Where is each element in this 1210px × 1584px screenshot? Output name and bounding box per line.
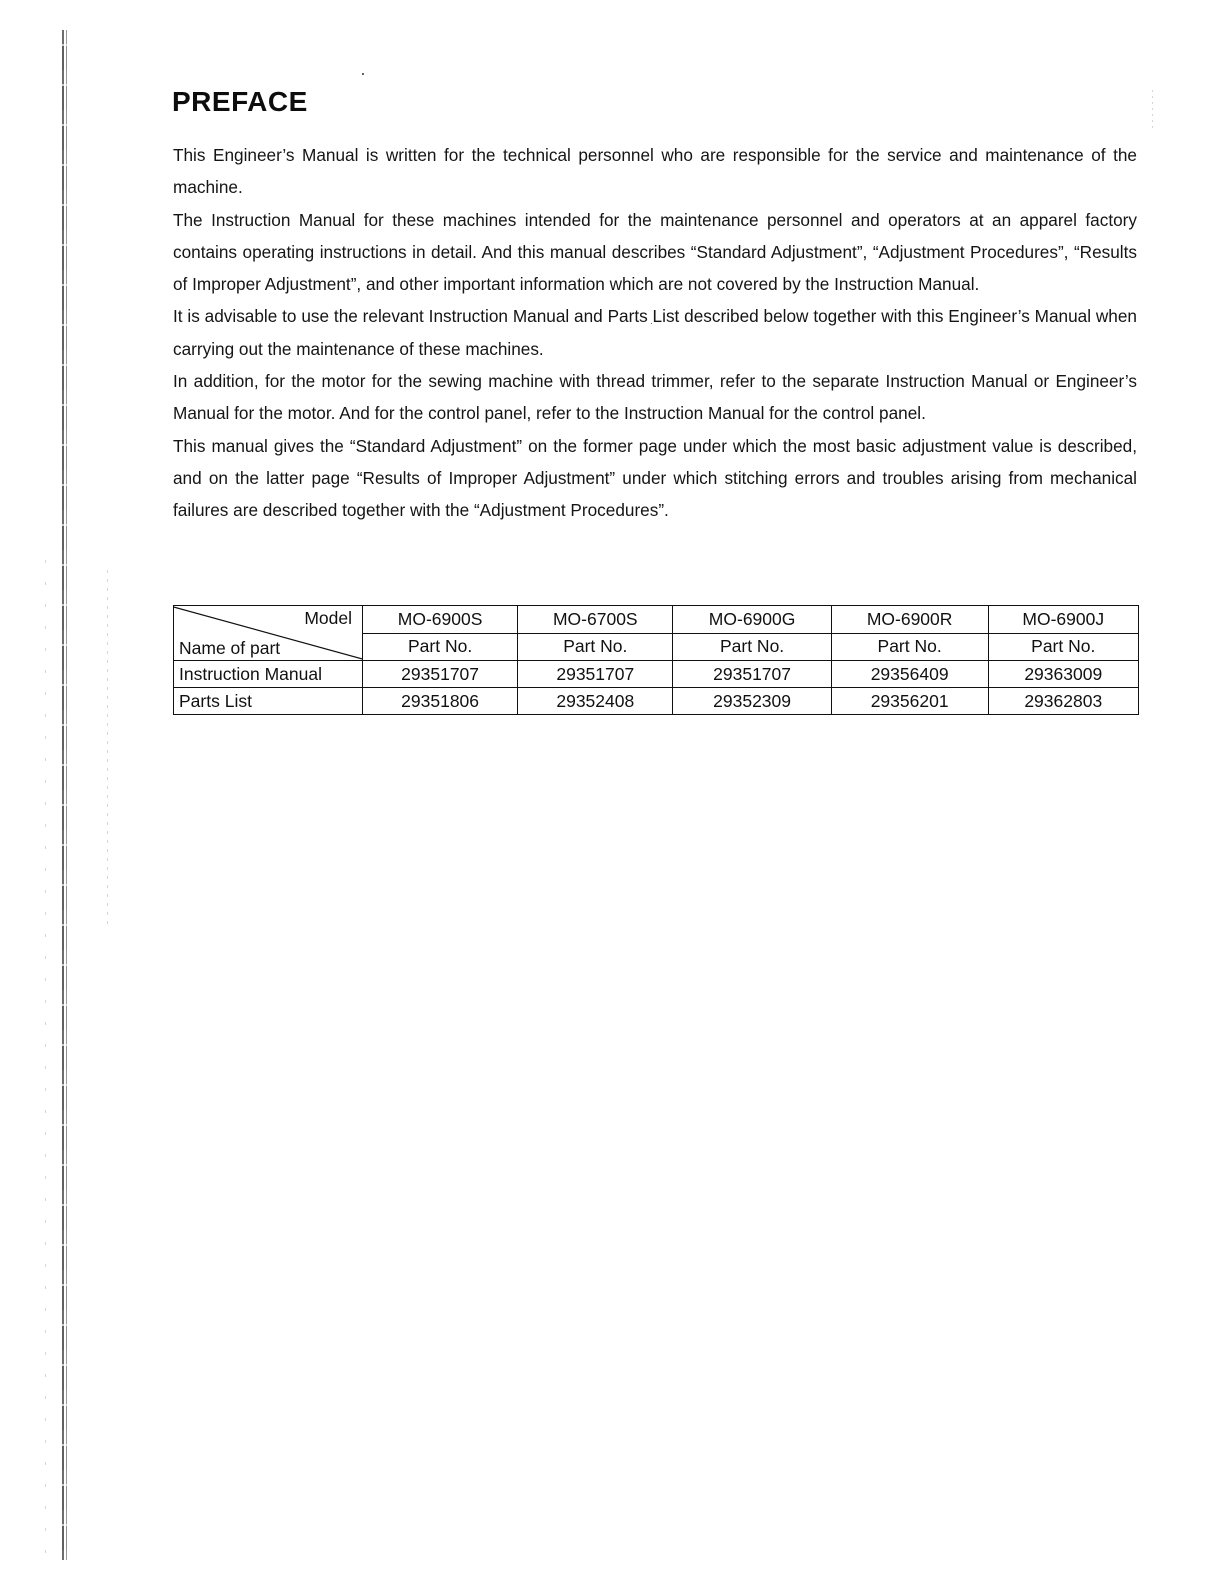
part-number-cell: 29351707 [673,661,831,688]
table-row [174,661,1139,688]
scan-edge-artifact [107,570,108,930]
corner-label-name: Name of part [179,638,281,658]
part-no-header: Part No. [673,633,831,661]
part-number-cell: 29362803 [988,688,1138,715]
row-name: Parts List [174,688,363,715]
model-header: MO-6700S [518,606,673,634]
preface-paragraph: This manual gives the “Standard Adjustment” on the former page under which the most basic adjustment value is described, and on the latter page “Results of Improper Adjustment” under which stitching errors and troubles arising from mechanical failures are described together with the “Adjustment Procedures”. [173,435,1137,521]
preface-paragraph: It is advisable to use the relevant Instruction Manual and Parts List described below together with this Engineer’s Manual when carrying out the maintenance of these machines. [173,306,1137,359]
model-header: MO-6900J [988,606,1138,634]
scan-edge-artifact [1152,90,1153,130]
scan-edge-artifact [62,30,64,1560]
preface-paragraph: The Instruction Manual for these machines intended for the maintenance personnel and operators at an apparel factory contains operating instructions in detail. And this manual describes “Standard Adjustment”, “Adjustment Procedures”, “Results of Improper Adjustment”, and other important information which are not covered by the Instruction Manual. [173,209,1137,295]
part-no-header: Part No. [518,633,673,661]
scan-edge-artifact [45,560,46,1560]
preface-body [173,139,1137,527]
part-number-cell: 29352408 [518,688,673,715]
part-number-cell: 29356201 [831,688,988,715]
scan-edge-artifact [66,30,67,1560]
table-row [174,688,1139,715]
part-number-cell: 29352309 [673,688,831,715]
part-number-cell: 29351707 [518,661,673,688]
part-number-cell: 29363009 [988,661,1138,688]
preface-paragraph: In addition, for the motor for the sewing machine with thread trimmer, refer to the separate Instruction Manual or Engineer’s Manual for the motor. And for the control panel, refer to the Instruction Manual for the control panel. [173,371,1137,424]
model-header: MO-6900R [831,606,988,634]
preface-paragraph: This Engineer’s Manual is written for the technical personnel who are responsible for the service and maintenance of the machine. [173,145,1137,198]
table-header-row [174,606,1139,634]
part-no-header: Part No. [831,633,988,661]
scan-speck [362,73,364,75]
parts-table [173,605,1139,715]
page-title: PREFACE [172,86,308,117]
part-no-header: Part No. [988,633,1138,661]
table-corner-cell [174,606,363,661]
part-number-cell: 29356409 [831,661,988,688]
model-header: MO-6900S [363,606,518,634]
corner-label-model: Model [304,608,352,628]
part-number-cell: 29351806 [363,688,518,715]
part-no-header: Part No. [363,633,518,661]
model-header: MO-6900G [673,606,831,634]
part-number-cell: 29351707 [363,661,518,688]
row-name: Instruction Manual [174,661,363,688]
